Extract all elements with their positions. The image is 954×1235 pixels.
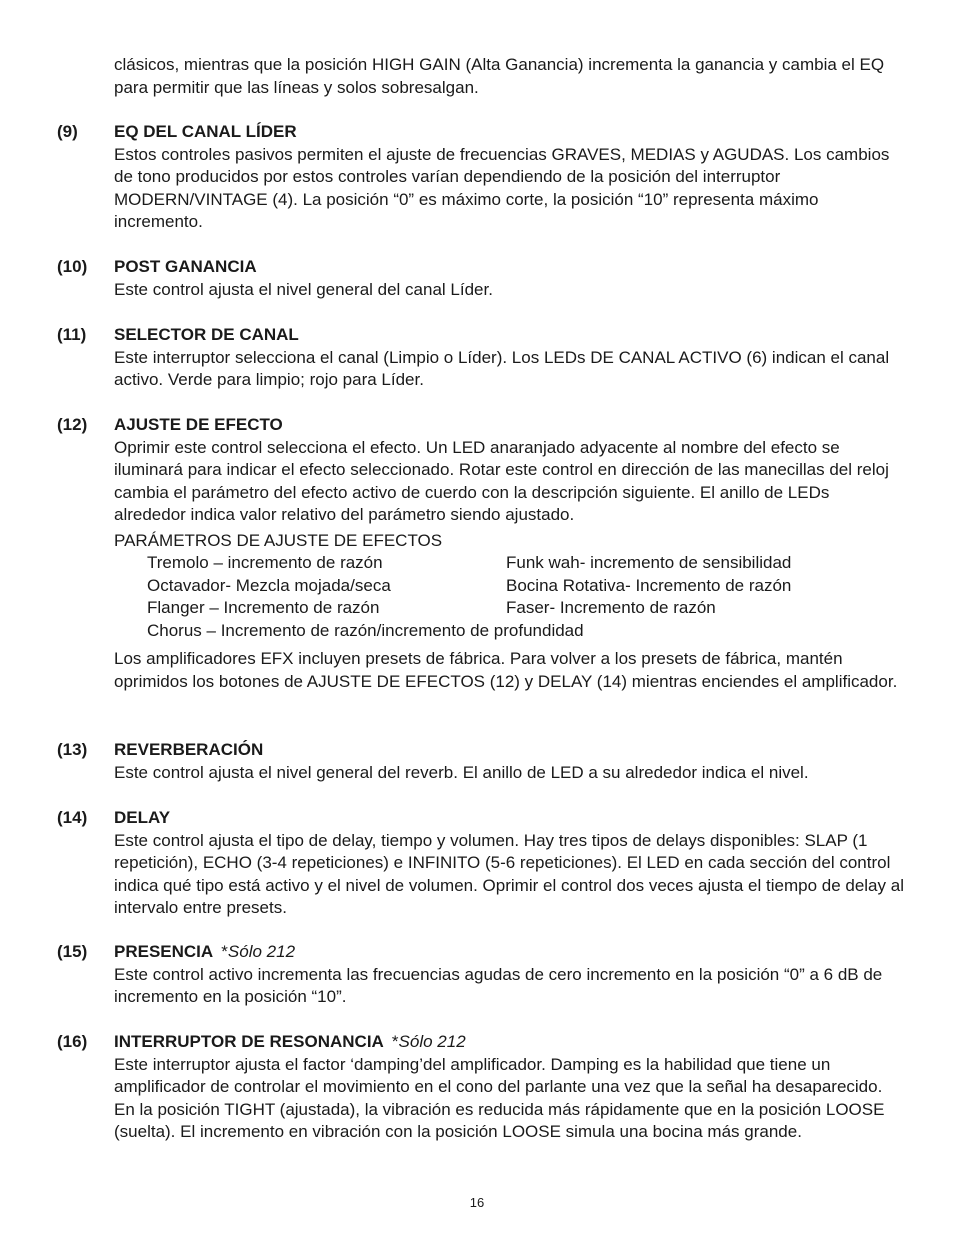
section-body: [114, 414, 904, 693]
section-body: [114, 739, 904, 784]
page-number: 16: [469, 1195, 485, 1210]
section-text: Estos controles pasivos permiten el ajuste de frecuencias GRAVES, MEDIAS y AGUDAS. Los cambios de tono producidos por estos controles varían dependiendo de la posición del interruptor MODERN/VINTAGE (4). La posición “0” es máximo corte, la posición “10” representa máximo incremento.: [114, 144, 890, 231]
intro-paragraph: clásicos, mientras que la posición HIGH GAIN (Alta Ganancia) incrementa la ganancia y cambia el EQ para permitir que las líneas y solos sobresalgan.: [114, 55, 885, 97]
section-text: Este interruptor selecciona el canal (Limpio o Líder). Los LEDs DE CANAL ACTIVO (6) indican el canal activo. Verde para limpio; rojo para Líder.: [114, 347, 890, 389]
section-text: Este control ajusta el tipo de delay, tiempo y volumen. Hay tres tipos de delays disponibles: SLAP (1 repetición), ECHO (3-4 repeticiones) e INFINITO (5-6 repeticiones). El LED en cada sección del control indica qué tipo está activo y el nivel de volumen. Oprimir el control dos veces ajusta el tiempo de delay al intervalo entre presets.: [114, 830, 904, 917]
model-note: [221, 942, 295, 961]
section-text: Oprimir este control selecciona el efecto. Un LED anaranjado adyacente al nombre del efecto se iluminará para indicar el efecto seleccionado. Rotar este control en dirección de las manecillas del reloj cambia el parámetro del efecto activo de cuerdo con la descripción siguiente. El anillo de LEDs alrededor indica valor relativo del parámetro siendo ajustado.: [114, 437, 889, 524]
section-text: Este control ajusta el nivel general del canal Líder.: [114, 279, 493, 299]
section-body: [114, 1031, 904, 1144]
section-title: REVERBERACIÓN: [114, 740, 264, 759]
section-number: (14): [57, 808, 88, 827]
note-text: Sólo 212: [398, 1032, 466, 1051]
section-title: DELAY: [114, 808, 171, 827]
section-body: [114, 941, 904, 1009]
param-item: Faser- Incremento de razón: [506, 598, 716, 617]
param-item: Chorus – Incremento de razón/incremento de profundidad: [147, 620, 584, 640]
section-number: (13): [57, 740, 88, 759]
note-text: Sólo 212: [227, 942, 296, 961]
params-list: [147, 552, 904, 642]
params-row: [147, 575, 904, 598]
params-row: [147, 552, 904, 575]
section-number: (9): [57, 122, 78, 141]
model-note: [392, 1032, 466, 1051]
section-number: (15): [57, 942, 88, 961]
section-number: (11): [57, 325, 87, 344]
section-title: EQ DEL CANAL LÍDER: [114, 122, 297, 141]
section-body: [114, 121, 904, 234]
section-number: (12): [57, 415, 88, 434]
note-asterisk: *: [221, 942, 228, 961]
params-row: [147, 597, 904, 620]
param-item: Funk wah- incremento de sensibilidad: [506, 553, 792, 572]
section-number: (10): [57, 257, 88, 276]
section-number: (16): [57, 1032, 88, 1051]
section-body: [114, 324, 904, 392]
section-heading: [114, 941, 904, 964]
presets-paragraph: Los amplificadores EFX incluyen presets de fábrica. Para volver a los presets de fábrica, mantén oprimidos los botones de AJUSTE DE EFECTOS (12) y DELAY (14) mientras enciendes el amplificador.: [114, 649, 898, 691]
section-title: AJUSTE DE EFECTO: [114, 415, 283, 434]
params-row: [147, 620, 904, 643]
section-text: Este interruptor ajusta el factor ‘damping’del amplificador. Damping es la habilidad que tiene un amplificador de controlar el movimiento en el cono del parlante una vez que la señal ha desaparecido. En la posición TIGHT (ajustada), la vibración es reducida más rápidamente que en la posición LOOSE (suelta). El incremento en vibración con la posición LOOSE simula una bocina más grande.: [114, 1054, 885, 1141]
section-title: PRESENCIA: [114, 942, 213, 961]
section-title: POST GANANCIA: [114, 257, 257, 276]
section-heading: [114, 1031, 904, 1054]
section-body: [114, 807, 904, 920]
param-item: Tremolo – incremento de razón: [147, 553, 383, 572]
section-text: Este control ajusta el nivel general del reverb. El anillo de LED a su alrededor indica el nivel.: [114, 762, 809, 782]
params-title: PARÁMETROS DE AJUSTE DE EFECTOS: [114, 530, 443, 550]
param-item: Octavador- Mezcla mojada/seca: [147, 575, 391, 595]
param-item: Bocina Rotativa- Incremento de razón: [506, 575, 792, 595]
section-title: INTERRUPTOR DE RESONANCIA: [114, 1032, 384, 1051]
note-asterisk: *: [391, 1032, 399, 1051]
section-title: SELECTOR DE CANAL: [114, 325, 299, 344]
section-text: Este control activo incrementa las frecuencias agudas de cero incremento en la posición “0” a 6 dB de incremento en la posición “10”.: [114, 964, 883, 1006]
param-item: Flanger – Incremento de razón: [147, 598, 380, 617]
section-body: [114, 256, 904, 301]
